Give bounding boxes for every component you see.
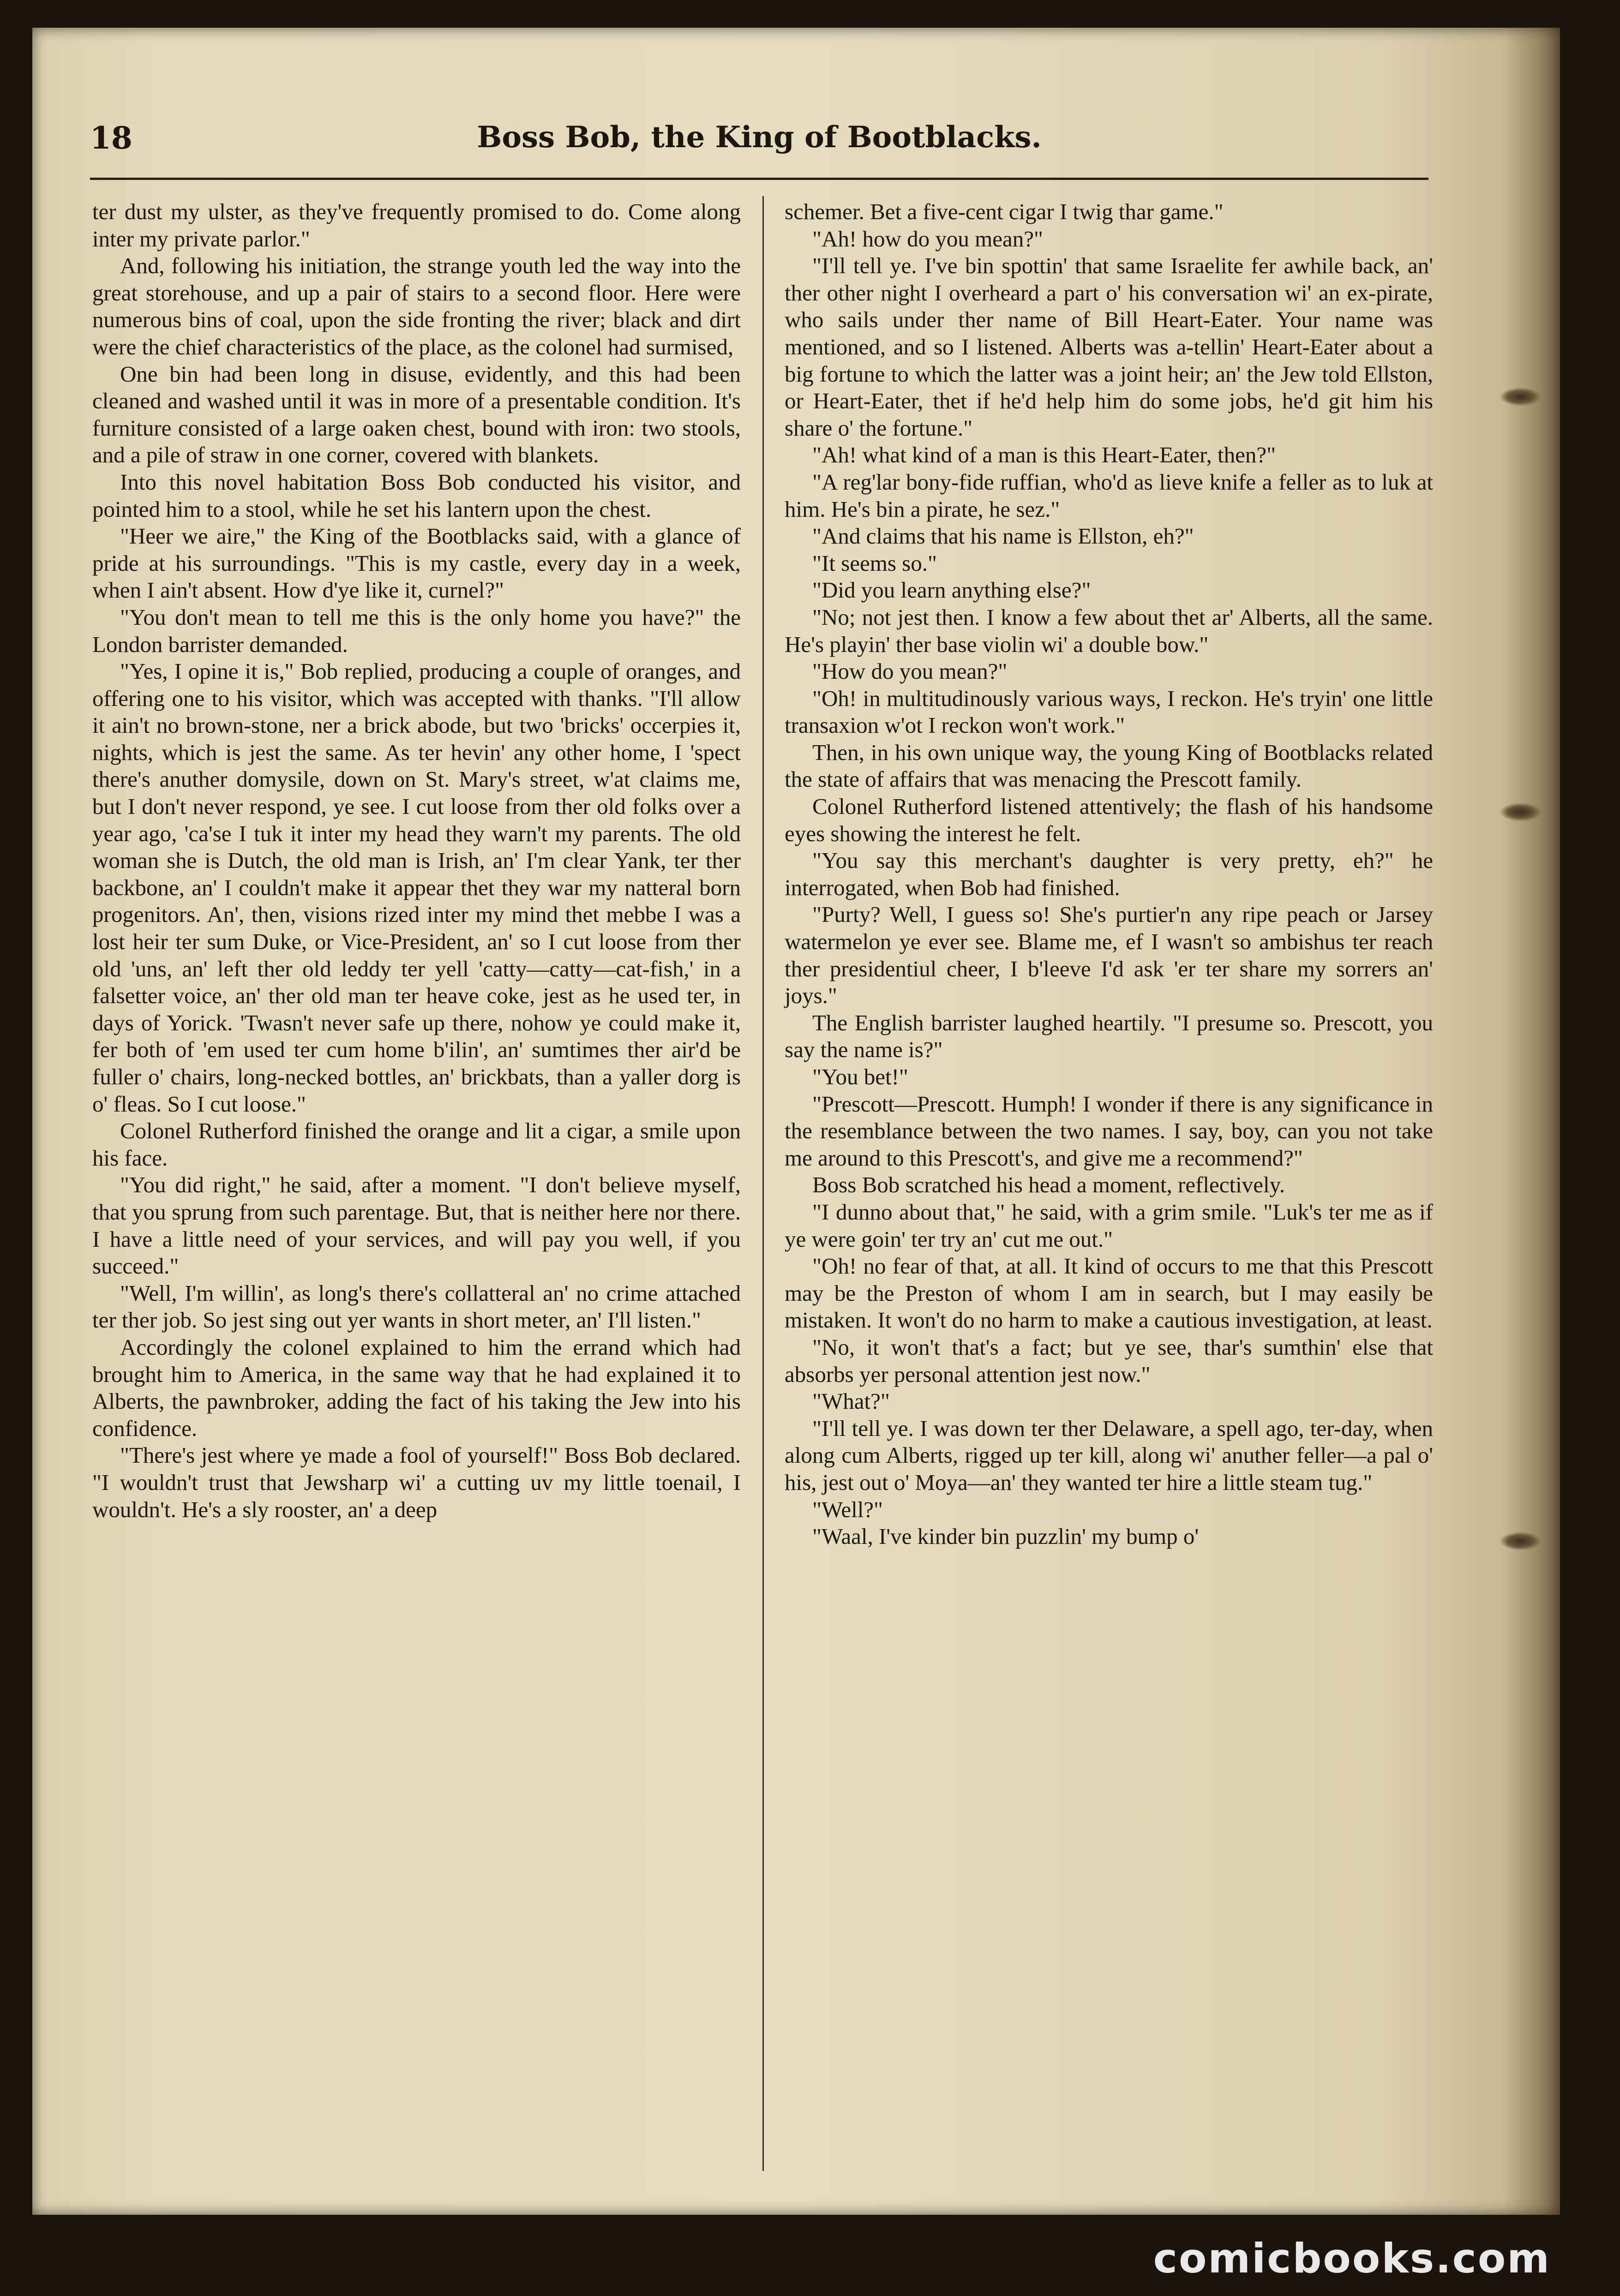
site-watermark: comicbooks.com [1153,2235,1551,2282]
paragraph: One bin had been long in disuse, evidently, and this had been cleaned and washed until it was in more of a presentable condition. It's furniture consisted of a large oaken chest, bound with iron: two stools, and a pile of straw in one corner, covered with blankets. [92,361,741,468]
paragraph: "A reg'lar bony-fide ruffian, who'd as lieve knife a feller as to luk at him. He's bin a pirate, he sez." [785,469,1433,522]
paragraph: Into this novel habitation Boss Bob conducted his visitor, and pointed him to a stool, while he set his lantern upon the chest. [92,469,741,522]
paragraph: "Heer we aire," the King of the Bootblacks said, with a glance of pride at his surroundings. "This is my castle, every day in a week, when I ain't absent. How d'ye like it, curnel?" [92,523,741,603]
page-header [90,120,1428,166]
paragraph: "Purty? Well, I guess so! She's purtier'n any ripe peach or Jarsey watermelon ye ever see. Blame me, ef I wasn't so ambishus ter reach ther presidentiul cheer, I b'leeve I'd ask 'er ter share my sorrers an' joys." [785,902,1433,1009]
paragraph: "Did you learn anything else?" [812,577,1091,603]
paragraph: "I'll tell ye. I've bin spottin' that same Israelite fer awhile back, an' ther other night I overheard a part o' his conversation wi' an ex-pirate, who sails under ther name of Bill Heart-Eater. Your name was mentioned, and so I listened. Alberts was a-tellin' Heart-Eater about a big fortune to which the latter was a joint heir; an' the Jew told Ellston, or Heart-Eater, thet if he'd help him do some jobs, he'd git him his share o' the fortune." [785,253,1433,441]
paragraph: "You did right," he said, after a moment. "I don't believe myself, that you sprung from such parentage. But, that is neither here nor there. I have a little need of your services, and will pay you well, if you succeed." [92,1172,741,1279]
paragraph: "Yes, I opine it is," Bob replied, producing a couple of oranges, and offering one to his visitor, which was accepted with thanks. "I'll allow it ain't no brown-stone, ner a brick abode, but two 'bricks' occerpies it, nights, which is jest the same. As ter hevin' any other home, I 'spect there's anuther domysile, down on St. Mary's street, w'at claims me, but I don't never respond, ye see. I cut loose from ther old folks over a year ago, 'ca'se I tuk it inter my head they warn't my parents. The old woman she is Dutch, the old man is Irish, an' I'm clear Yank, ter ther backbone, an' I couldn't make it appear thet they war my natteral born progenitors. An', then, visions rized inter my mind thet mebbe I was a lost heir ter sum Duke, or Vice-President, an' so I cut loose from ther old 'uns, an' left ther old leddy ter yell 'catty—catty—cat-fish,' in a falsetter voice, an' ther old man ter heave coke, jest as he used ter, in days of Yorick. 'Twasn't never safe up there, nohow ye could make it, fer both of 'em used ter cum home b'ilin', an' sumtimes ther air'd be fuller o' chairs, long-necked bottles, an' brickbats, than a yaller dorg is o' fleas. So I cut loose." [92,658,741,1117]
left-column [92,198,741,1523]
paragraph: "Well, I'm willin', as long's there's collatteral an' no crime attached ter ther job. So jest sing out yer wants in short meter, an' I'll listen." [92,1280,741,1333]
paragraph: ter dust my ulster, as they've frequently promised to do. Come along inter my private parlor." [92,199,741,251]
column-divider [762,196,764,2171]
running-title: Boss Bob, the King of Bootblacks. [477,120,1042,155]
paragraph: "There's jest where ye made a fool of yourself!" Boss Bob declared. "I wouldn't trust that Jewsharp wi' a cutting uv my little toenail, I wouldn't. He's a sly rooster, an' a deep [92,1442,741,1522]
page-spine-shadow [1505,28,1560,2215]
paragraph: Colonel Rutherford finished the orange and lit a cigar, a smile upon his face. [92,1118,741,1171]
paragraph: "Oh! in multitudinously various ways, I reckon. He's tryin' one little transaxion w'ot I reckon won't work." [785,685,1433,738]
paragraph: "Well?" [812,1496,883,1522]
right-column [785,198,1433,1550]
paragraph: "No, it won't that's a fact; but ye see, thar's sumthin' else that absorbs yer personal attention jest now." [785,1334,1433,1387]
paragraph: "And claims that his name is Ellston, eh?" [812,523,1194,549]
paragraph: "Prescott—Prescott. Humph! I wonder if there is any significance in the resemblance between the two names. I say, boy, can you not take me around to this Prescott's, and give me a recommend?" [785,1091,1433,1171]
paragraph: schemer. Bet a five-cent cigar I twig thar game." [785,199,1224,224]
paragraph: "I dunno about that," he said, with a grim smile. "Luk's ter me as if ye were goin' ter try an' cut me out." [785,1199,1433,1252]
paragraph: And, following his initiation, the strange youth led the way into the great storehouse, and up a pair of stairs to a second floor. Here were numerous bins of coal, upon the side fronting the river; black and dirt were the chief characteristics of the place, as the colonel had surmised, [92,253,741,359]
header-rule [90,178,1428,180]
paragraph: "What?" [812,1388,890,1414]
paragraph: "Ah! what kind of a man is this Heart-Eater, then?" [812,442,1276,468]
paragraph: "Oh! no fear of that, at all. It kind of occurs to me that this Prescott may be the Preston of whom I am in search, but I may easily be mistaken. It won't do no harm to make a cautious investigation, at least. [785,1253,1433,1333]
staple-mark [1500,1532,1542,1550]
page-number: 18 [90,120,132,156]
paragraph: "You say this merchant's daughter is very pretty, eh?" he interrogated, when Bob had finished. [785,848,1433,900]
paragraph: Then, in his own unique way, the young King of Bootblacks related the state of affairs that was menacing the Prescott family. [785,739,1433,792]
paragraph: "Waal, I've kinder bin puzzlin' my bump o' [812,1524,1199,1549]
paragraph: Accordingly the colonel explained to him the errand which had brought him to America, in the same way that he had explained it to Alberts, the pawnbroker, adding the fact of his taking the Jew into his confidence. [92,1334,741,1441]
paragraph: Colonel Rutherford listened attentively; the flash of his handsome eyes showing the interest he felt. [785,794,1433,846]
paragraph: "How do you mean?" [812,658,1008,684]
paragraph: The English barrister laughed heartily. "I presume so. Prescott, you say the name is?" [785,1010,1433,1063]
staple-mark [1500,388,1542,406]
paragraph: "You don't mean to tell me this is the only home you have?" the London barrister demanded. [92,604,741,657]
paragraph: "No; not jest then. I know a few about thet ar' Alberts, all the same. He's playin' ther base violin wi' a double bow." [785,604,1433,657]
paragraph: "I'll tell ye. I was down ter ther Delaware, a spell ago, ter-day, when along cum Alberts, rigged up ter kill, along wi' anuther feller—a pal o' his, jest out o' Moya—an' they wanted ter hire a little steam tug." [785,1415,1433,1495]
staple-mark [1500,803,1542,821]
paragraph: "Ah! how do you mean?" [812,226,1043,251]
paragraph: Boss Bob scratched his head a moment, reflectively. [812,1172,1285,1198]
paragraph: "It seems so." [812,550,937,576]
paragraph: "You bet!" [812,1064,908,1089]
